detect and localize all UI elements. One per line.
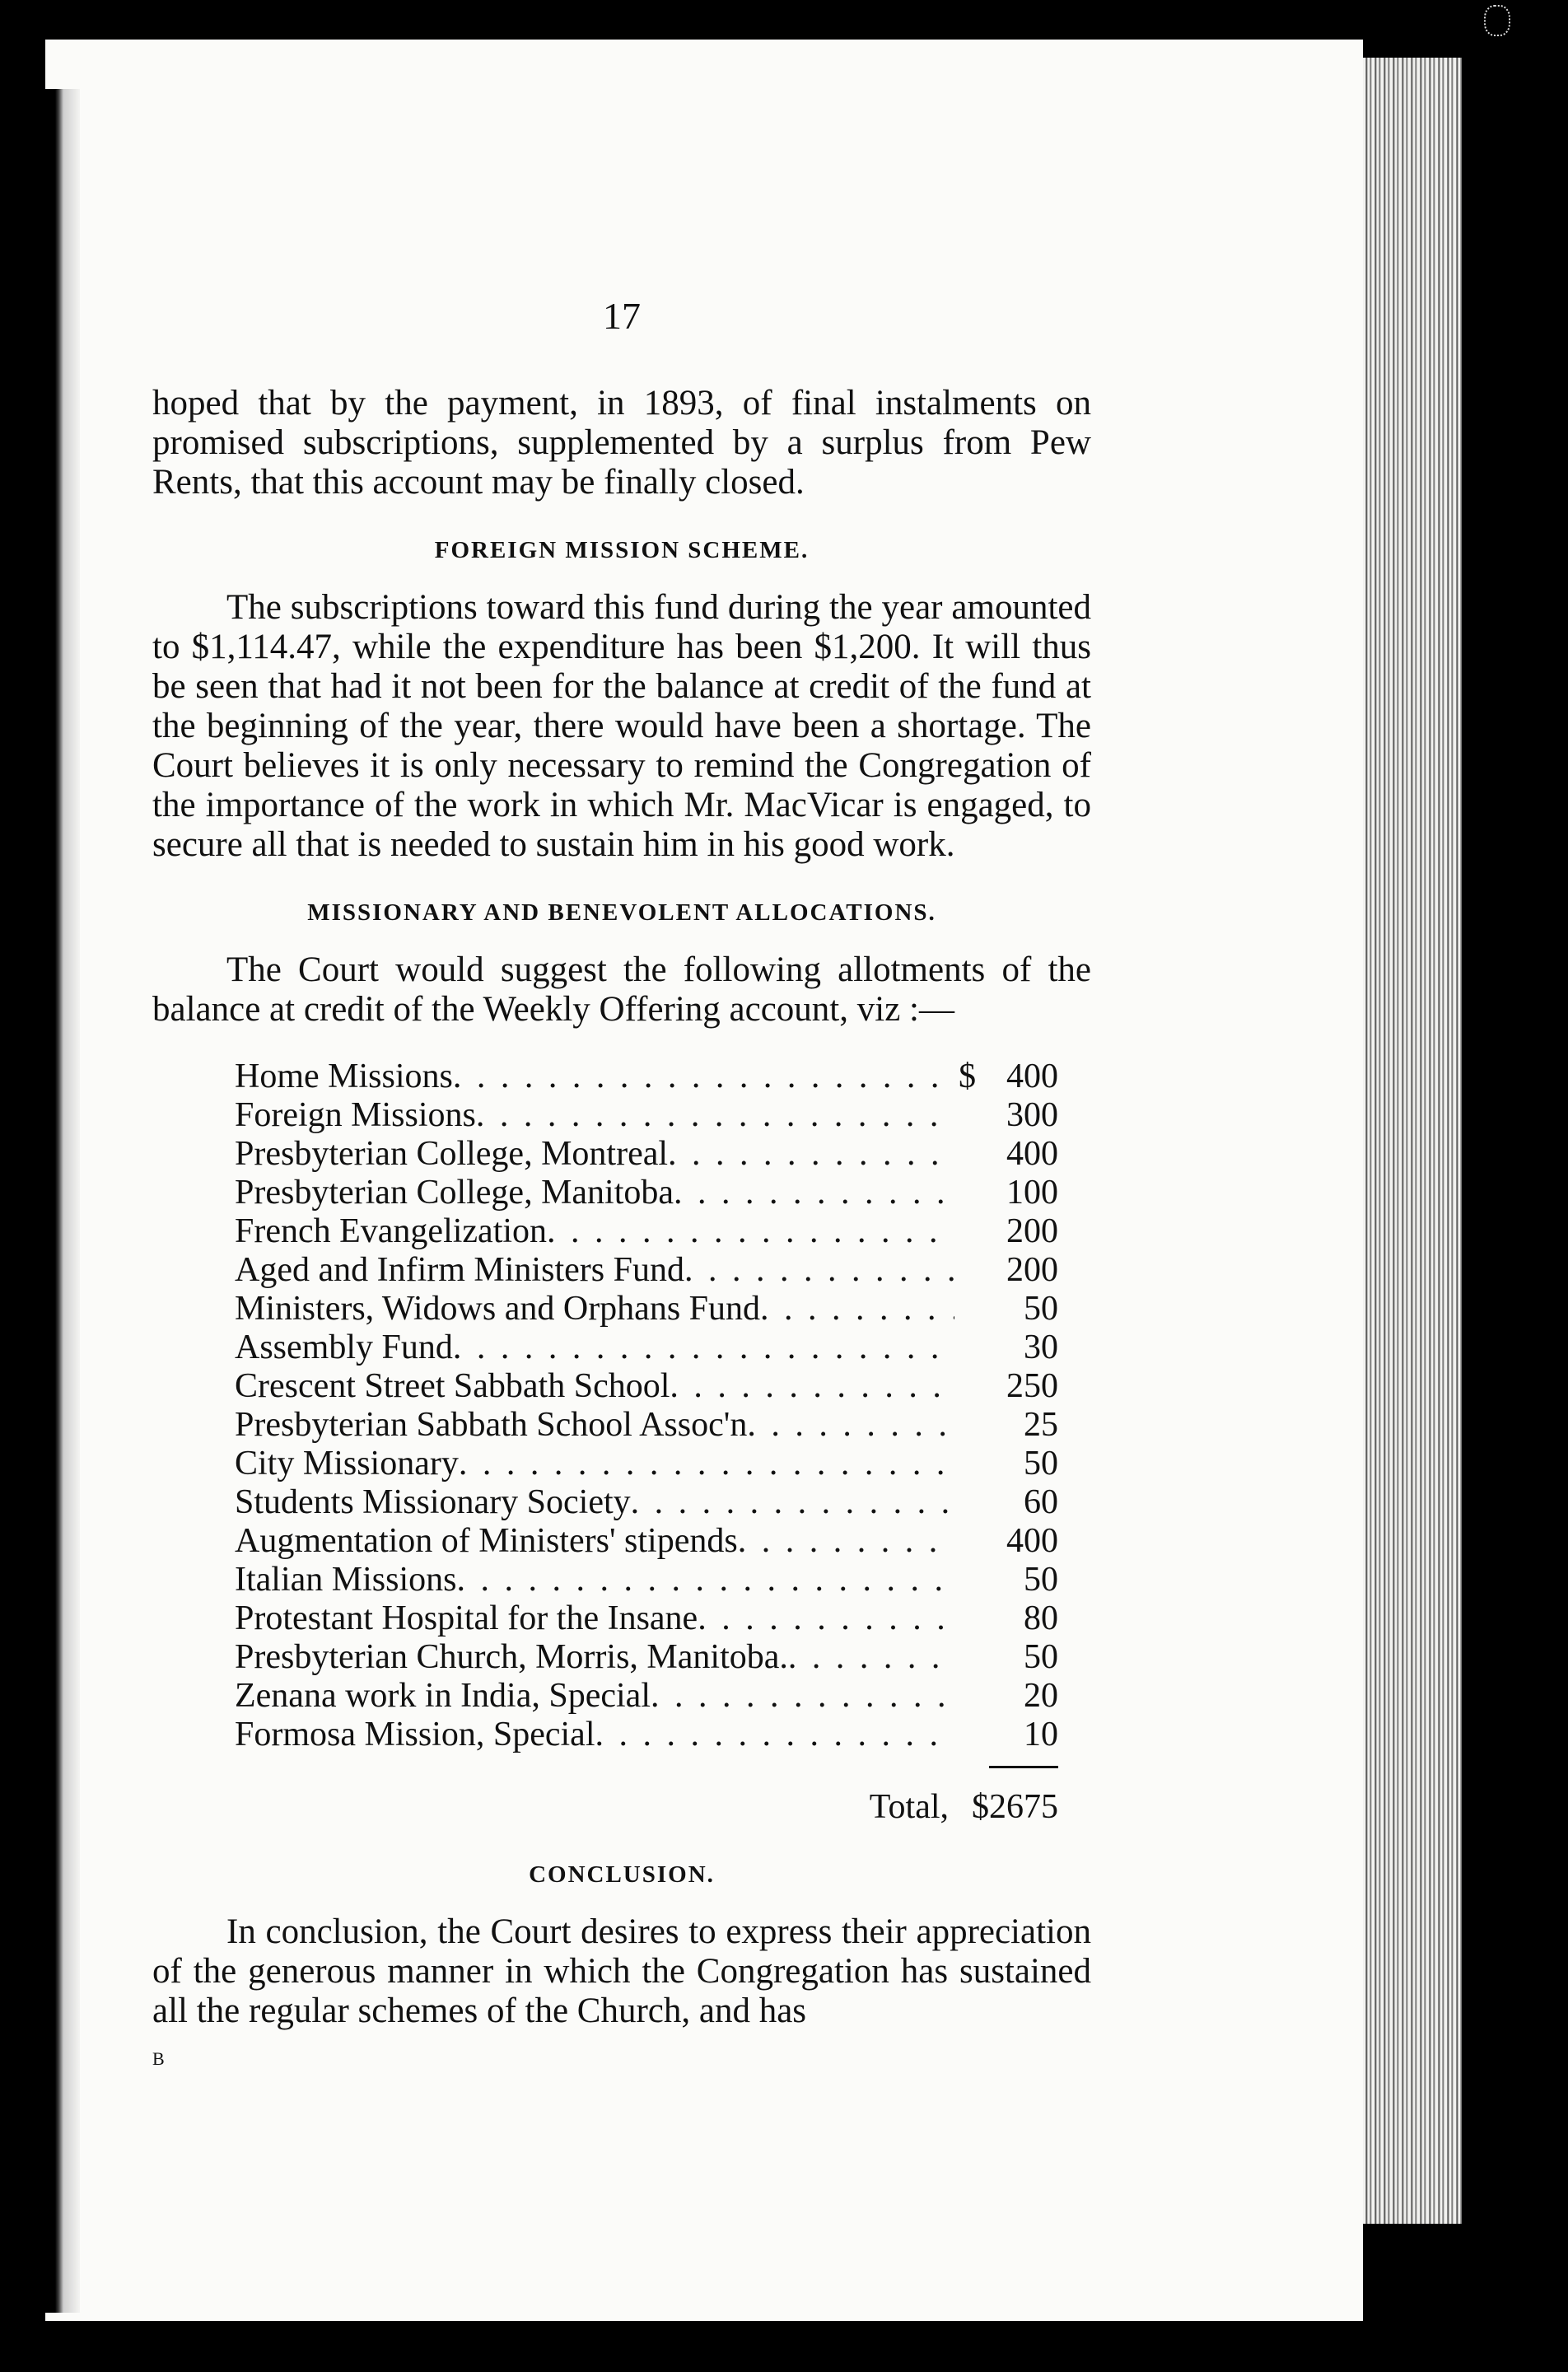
- dot-leader: [595, 1716, 955, 1754]
- allocation-label: Zenana work in India, Special: [235, 1677, 651, 1715]
- allocation-label: Presbyterian College, Manitoba: [235, 1174, 674, 1212]
- allocation-row: [235, 1174, 1058, 1212]
- conclusion-paragraph: In conclusion, the Court desires to express their appreciation of the generous manner in which the Congregation has sustained all the regular schemes of the Church, and has: [152, 1912, 1091, 2030]
- allocation-label: Presbyterian College, Montreal: [235, 1135, 669, 1173]
- allocation-row: [235, 1638, 1058, 1677]
- corner-stain: [1484, 5, 1510, 36]
- allocation-amount: 25: [1024, 1406, 1058, 1444]
- allocation-amount: 400: [1006, 1522, 1058, 1560]
- allocation-amount: 100: [1006, 1174, 1058, 1212]
- allocation-label: Students Missionary Society: [235, 1483, 631, 1521]
- allocation-row: [235, 1290, 1058, 1328]
- dot-leader: [674, 1174, 954, 1212]
- total-line: [235, 1788, 1058, 1827]
- dot-leader: [670, 1367, 954, 1406]
- total-value: $2675: [972, 1788, 1058, 1826]
- allocation-row: [235, 1677, 1058, 1716]
- dot-leader: [788, 1638, 954, 1677]
- allocation-label: Presbyterian Sabbath School Assoc'n: [235, 1406, 748, 1444]
- allocation-row: [235, 1251, 1058, 1290]
- allocation-label: French Evangelization: [235, 1212, 548, 1250]
- allocation-row: [235, 1096, 1058, 1135]
- allocation-row: [235, 1406, 1058, 1445]
- allocation-label: Formosa Mission, Special: [235, 1716, 595, 1753]
- dot-leader: [738, 1522, 954, 1561]
- allocation-amount: 80: [1024, 1599, 1058, 1637]
- signature-mark: B: [152, 2048, 165, 2069]
- page-content: [152, 296, 1091, 2079]
- allocation-amount: 50: [1024, 1638, 1058, 1676]
- conclusion-heading: CONCLUSION.: [529, 1861, 715, 1888]
- currency-symbol: $: [959, 1058, 976, 1095]
- allocation-label: Augmentation of Ministers' stipends: [235, 1522, 738, 1560]
- page-edges: [1363, 58, 1462, 2224]
- page-number: 17: [603, 295, 641, 337]
- dot-leader: [631, 1483, 954, 1522]
- allocation-label: Protestant Hospital for the Insane: [235, 1599, 698, 1637]
- allocation-row: [235, 1716, 1058, 1754]
- intro-paragraph: hoped that by the payment, in 1893, of final instalments on promised subscriptions, supplemented by a surplus from Pew Rents, that this account may be finally closed.: [152, 384, 1091, 502]
- foreign-mission-heading: FOREIGN MISSION SCHEME.: [434, 537, 810, 563]
- dot-leader: [453, 1058, 954, 1096]
- dot-leader: [547, 1212, 954, 1251]
- dot-leader: [760, 1290, 954, 1328]
- total-rule: [989, 1766, 1058, 1768]
- dot-leader: [459, 1445, 954, 1483]
- dot-leader: [698, 1599, 954, 1638]
- allocation-label: Presbyterian Church, Morris, Manitoba.: [235, 1638, 788, 1676]
- allocations-paragraph: The Court would suggest the following allotments of the balance at credit of the Weekly Offering account, viz :—: [152, 950, 1091, 1029]
- allocation-row: [235, 1522, 1058, 1561]
- allocation-amount: 20: [1024, 1677, 1058, 1715]
- allocation-amount: 200: [1006, 1212, 1058, 1250]
- allocation-label: Assembly Fund: [235, 1328, 453, 1366]
- allocation-row: [235, 1212, 1058, 1251]
- allocation-amount: 30: [1024, 1328, 1058, 1366]
- dot-leader: [453, 1328, 954, 1367]
- allocation-label: Foreign Missions: [235, 1096, 476, 1134]
- allocation-amount: 300: [1006, 1096, 1058, 1134]
- allocation-row: [235, 1445, 1058, 1483]
- allocation-row: [235, 1328, 1058, 1367]
- allocation-row: [235, 1483, 1058, 1522]
- total-label: Total,: [869, 1788, 949, 1826]
- allocation-label: City Missionary: [235, 1445, 459, 1482]
- dot-leader: [668, 1135, 954, 1174]
- allocation-label: Italian Missions: [235, 1561, 457, 1599]
- dot-leader: [457, 1561, 955, 1599]
- dot-leader: [747, 1406, 954, 1445]
- allocation-row: [235, 1367, 1058, 1406]
- allocation-amount: 10: [1024, 1716, 1058, 1753]
- binding-shadow: [45, 89, 80, 2313]
- allocation-amount: 60: [1024, 1483, 1058, 1521]
- allocation-amount: 200: [1006, 1251, 1058, 1289]
- foreign-mission-paragraph: The subscriptions toward this fund during the year amounted to $1,114.47, while the expenditure has been $1,200. It will thus be seen that had it not been for the balance at credit of the fund at the beginning of the year, there would have been a shortage. The Court believes it is only necessary to remind the Congregation of the importance of the work in which Mr. MacVicar is engaged, to secure all that is needed to sustain him in his good work.: [152, 588, 1091, 864]
- dot-leader: [651, 1677, 954, 1716]
- allocation-amount: 250: [1006, 1367, 1058, 1405]
- allocation-amount: 50: [1024, 1445, 1058, 1482]
- allocation-row: [235, 1135, 1058, 1174]
- allocation-amount: 50: [1024, 1290, 1058, 1328]
- allocations-heading: MISSIONARY AND BENEVOLENT ALLOCATIONS.: [307, 899, 936, 926]
- allocation-row: [235, 1599, 1058, 1638]
- allocation-row: [235, 1058, 1058, 1096]
- dot-leader: [476, 1096, 954, 1135]
- allocations-list: [235, 1058, 1058, 1827]
- dot-leader: [684, 1251, 954, 1290]
- allocation-label: Ministers, Widows and Orphans Fund: [235, 1290, 761, 1328]
- allocation-label: Home Missions: [235, 1058, 453, 1095]
- allocation-amount: 400: [1006, 1058, 1058, 1095]
- allocation-amount: 50: [1024, 1561, 1058, 1599]
- allocation-label: Crescent Street Sabbath School: [235, 1367, 670, 1405]
- allocation-row: [235, 1561, 1058, 1599]
- allocation-label: Aged and Infirm Ministers Fund: [235, 1251, 684, 1289]
- allocation-amount: 400: [1006, 1135, 1058, 1173]
